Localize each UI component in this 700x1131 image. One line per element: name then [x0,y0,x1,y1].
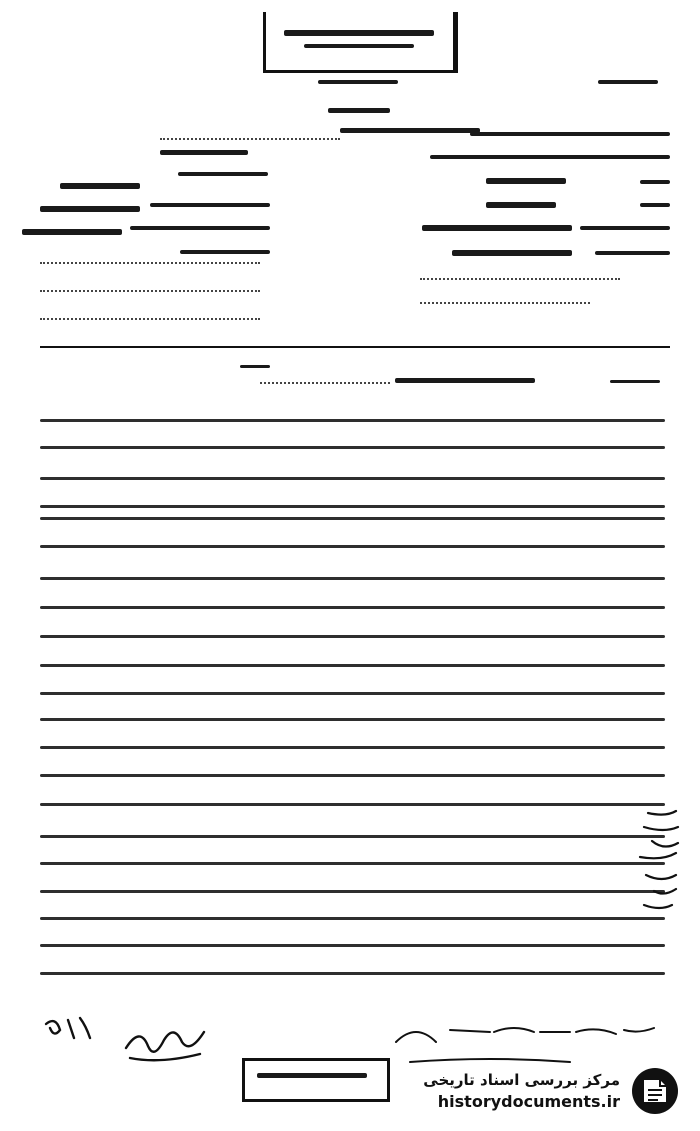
classification-stamp [263,12,458,73]
signature-initials [120,1018,210,1068]
section-divider [40,346,670,348]
document-archive-logo-icon [630,1066,680,1116]
page-number-handwritten [40,1010,100,1050]
margin-handwritten-note [636,805,700,925]
watermark-text [423,1069,620,1113]
watermark-title: مرکز بررسی اسناد تاریخی [423,1071,620,1089]
watermark-url: historydocuments.ir [437,1092,620,1111]
watermark [400,1061,680,1121]
classification-stamp-bottom [242,1058,390,1102]
